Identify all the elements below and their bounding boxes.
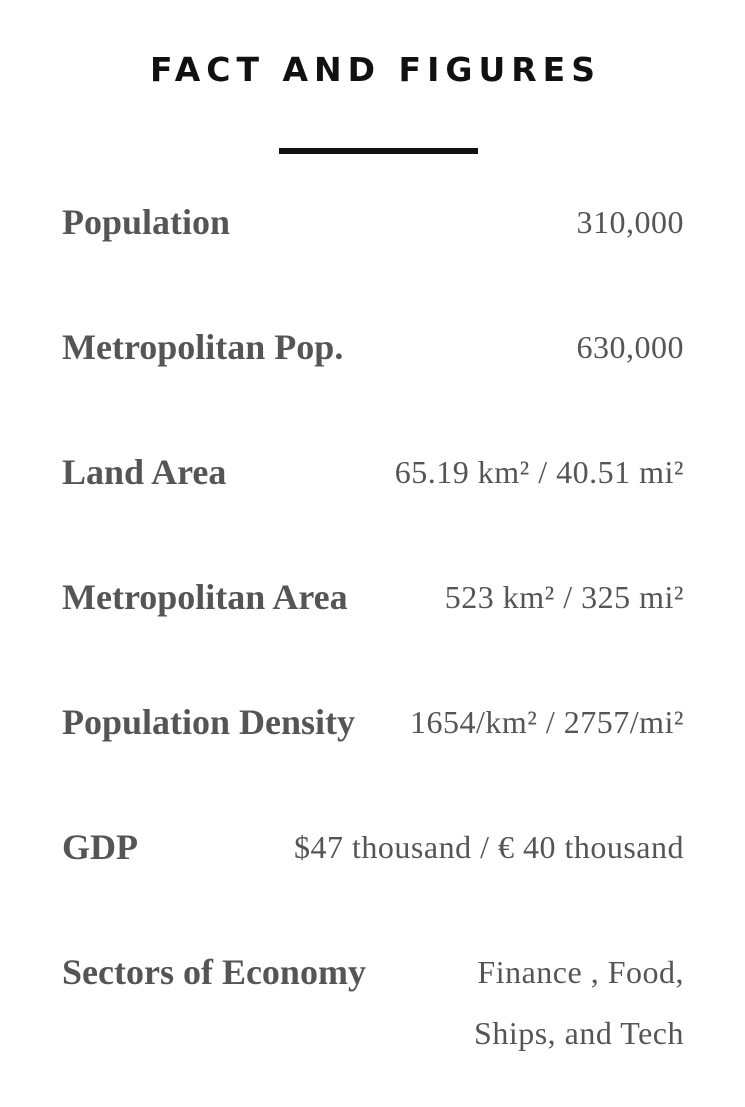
fact-row-metropolitan-area [62, 571, 684, 623]
fact-value-line: Finance , Food, [477, 954, 684, 990]
fact-label: Population [62, 202, 231, 242]
fact-label: Metropolitan Area [62, 577, 348, 617]
fact-value [474, 942, 684, 1064]
fact-label: Population Density [62, 702, 356, 742]
fact-value-line: Ships, and Tech [474, 1015, 684, 1051]
fact-label: Sectors of Economy [62, 952, 366, 992]
fact-row-population-density [62, 696, 684, 748]
fact-label: Metropolitan Pop. [62, 327, 344, 367]
title-divider [279, 148, 478, 154]
fact-row-population [62, 196, 684, 248]
fact-row-metropolitan-pop [62, 321, 684, 373]
fact-label: GDP [62, 827, 138, 867]
fact-row-sectors-of-economy [62, 946, 684, 1064]
fact-row-land-area [62, 446, 684, 498]
page-title: FACT AND FIGURES [150, 50, 601, 89]
fact-value: $47 thousand / € 40 thousand [294, 829, 684, 865]
fact-row-gdp [62, 821, 684, 873]
fact-value: 523 km² / 325 mi² [444, 579, 684, 615]
fact-label: Land Area [62, 452, 227, 492]
fact-value: 630,000 [576, 329, 684, 365]
fact-value: 65.19 km² / 40.51 mi² [394, 454, 684, 490]
fact-value: 310,000 [576, 204, 684, 240]
fact-value: 1654/km² / 2757/mi² [409, 704, 684, 740]
